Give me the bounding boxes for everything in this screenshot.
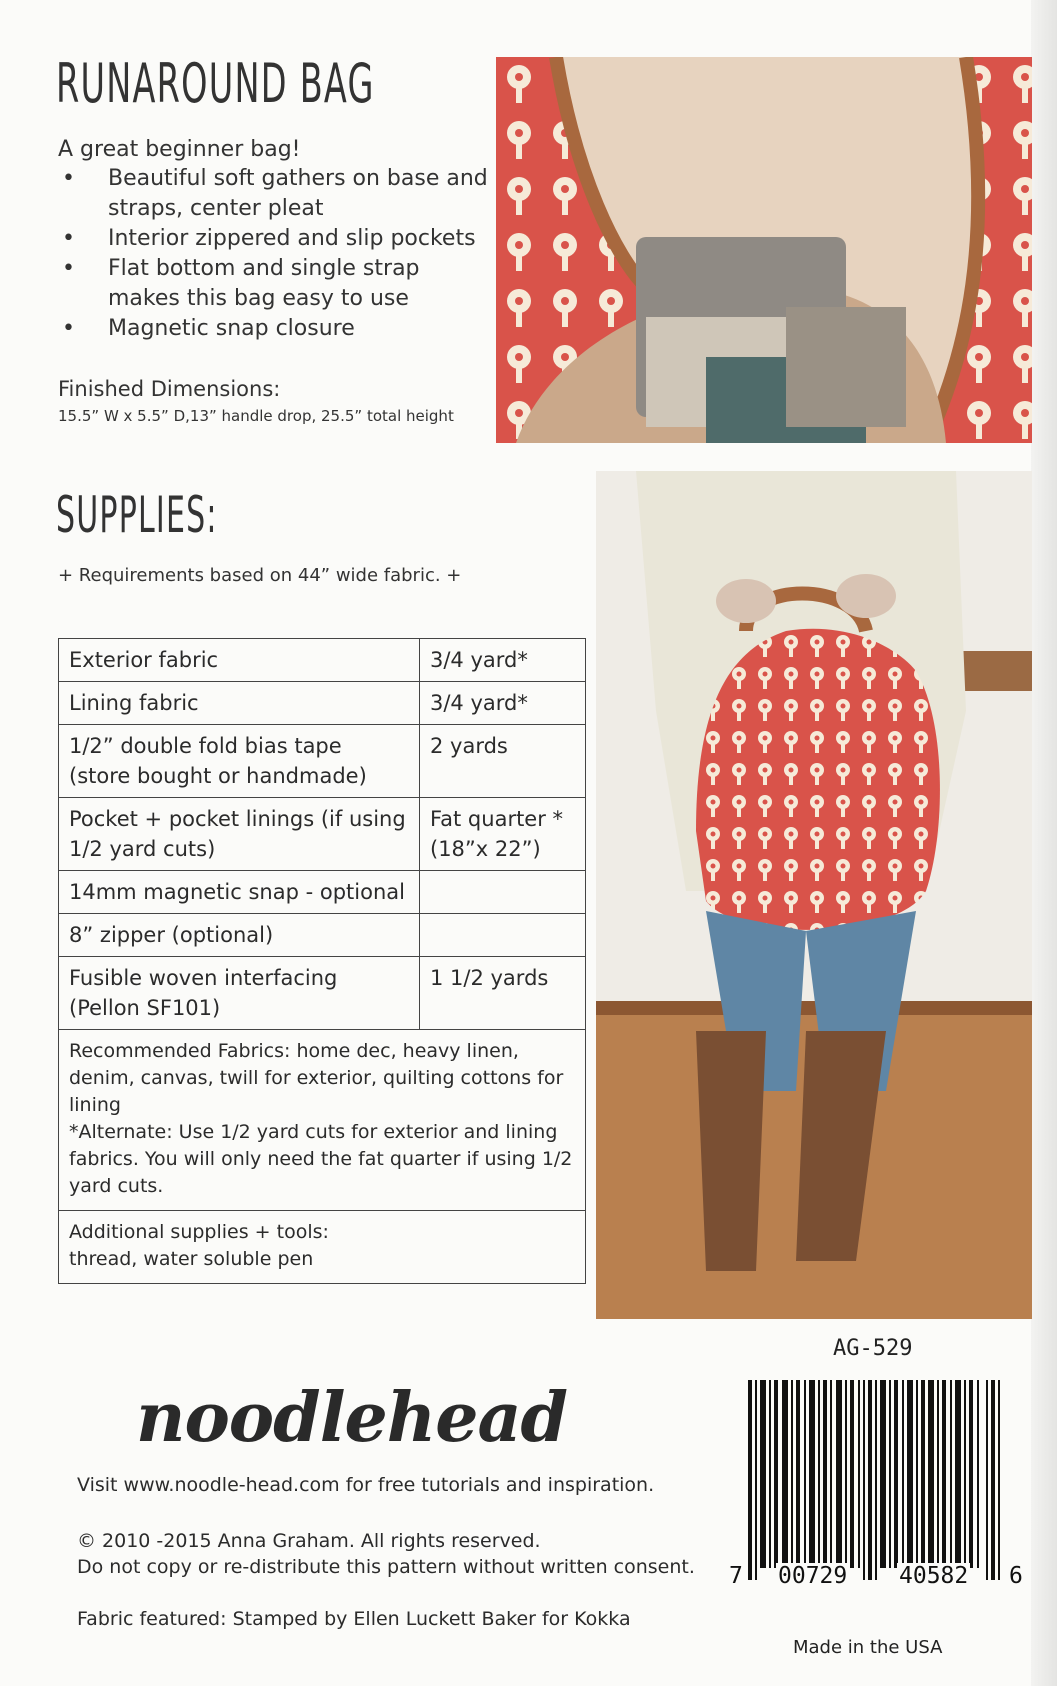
recommended-fabrics-text: Recommended Fabrics: home dec, heavy linen, denim, canvas, twill for exterior, quilting cottons for lining <box>69 1040 564 1116</box>
dimensions-label: Finished Dimensions: <box>58 377 281 401</box>
feature-list <box>58 164 488 344</box>
additional-supplies-cell <box>59 1211 586 1284</box>
noodlehead-logo: noodlehead <box>136 1378 568 1458</box>
bag-interior-photo <box>496 57 1032 443</box>
supply-item: 1/2” double fold bias tape (store bought or handmade) <box>59 725 420 798</box>
table-row <box>59 1030 586 1211</box>
requirements-note: + Requirements based on 44” wide fabric. + <box>58 565 462 586</box>
pattern-title: RUNAROUND BAG <box>56 52 375 115</box>
table-row <box>59 639 586 682</box>
table-row <box>59 957 586 1030</box>
barcode-digit-lead: 7 <box>729 1563 743 1589</box>
supply-item: Pocket + pocket linings (if using 1/2 yard cuts) <box>59 798 420 871</box>
alternate-note-text: *Alternate: Use 1/2 yard cuts for exterior and lining fabrics. You will only need the fat quarter if using 1/2 yard cuts. <box>69 1121 573 1197</box>
copyright-line: © 2010 -2015 Anna Graham. All rights reserved. <box>77 1530 541 1552</box>
product-code: AG-529 <box>833 1336 913 1361</box>
additional-supplies-label: Additional supplies + tools: <box>69 1221 329 1243</box>
table-row <box>59 725 586 798</box>
additional-supplies-text: thread, water soluble pen <box>69 1248 314 1270</box>
table-row <box>59 682 586 725</box>
supply-item: 8” zipper (optional) <box>59 914 420 957</box>
supply-amount <box>420 914 586 957</box>
intro-text: A great beginner bag! <box>58 137 301 162</box>
barcode-icon <box>746 1380 1008 1580</box>
supply-item: 14mm magnetic snap - optional <box>59 871 420 914</box>
barcode-digits-right: 40582 <box>899 1563 969 1589</box>
barcode-digits-left: 00729 <box>778 1563 848 1589</box>
table-row <box>59 798 586 871</box>
person-holding-bag-illustration <box>596 471 1032 1319</box>
page-edge <box>1031 0 1057 1686</box>
supply-item: Exterior fabric <box>59 639 420 682</box>
person-holding-bag-photo <box>596 471 1032 1319</box>
feature-item: • Flat bottom and single strap makes this bag easy to use <box>58 254 488 314</box>
made-in-label: Made in the USA <box>793 1637 943 1658</box>
supplies-title: SUPPLIES: <box>56 486 218 544</box>
website-line: Visit www.noodle-head.com for free tutorials and inspiration. <box>77 1474 655 1496</box>
table-row <box>59 1211 586 1284</box>
supply-amount: 1 1/2 yards <box>420 957 586 1030</box>
supply-item: Fusible woven interfacing (Pellon SF101) <box>59 957 420 1030</box>
supplies-table <box>58 638 586 1284</box>
supply-amount: 3/4 yard* <box>420 682 586 725</box>
supply-amount <box>420 871 586 914</box>
dimensions-value: 15.5” W x 5.5” D,13” handle drop, 25.5” total height <box>58 407 454 425</box>
feature-item: • Beautiful soft gathers on base and straps, center pleat <box>58 164 488 224</box>
supply-item: Lining fabric <box>59 682 420 725</box>
table-row <box>59 871 586 914</box>
table-row <box>59 914 586 957</box>
supply-amount: 2 yards <box>420 725 586 798</box>
supply-amount: Fat quarter *(18”x 22”) <box>420 798 586 871</box>
recommended-fabrics-cell <box>59 1030 586 1211</box>
consent-line: Do not copy or re-distribute this pattern without written consent. <box>77 1556 695 1578</box>
barcode-digit-check: 6 <box>1009 1563 1023 1589</box>
bag-interior-illustration <box>496 57 1032 443</box>
feature-item: • Magnetic snap closure <box>58 314 488 344</box>
fabric-credit-line: Fabric featured: Stamped by Ellen Luckett Baker for Kokka <box>77 1608 631 1630</box>
supply-amount: 3/4 yard* <box>420 639 586 682</box>
feature-item: • Interior zippered and slip pockets <box>58 224 488 254</box>
